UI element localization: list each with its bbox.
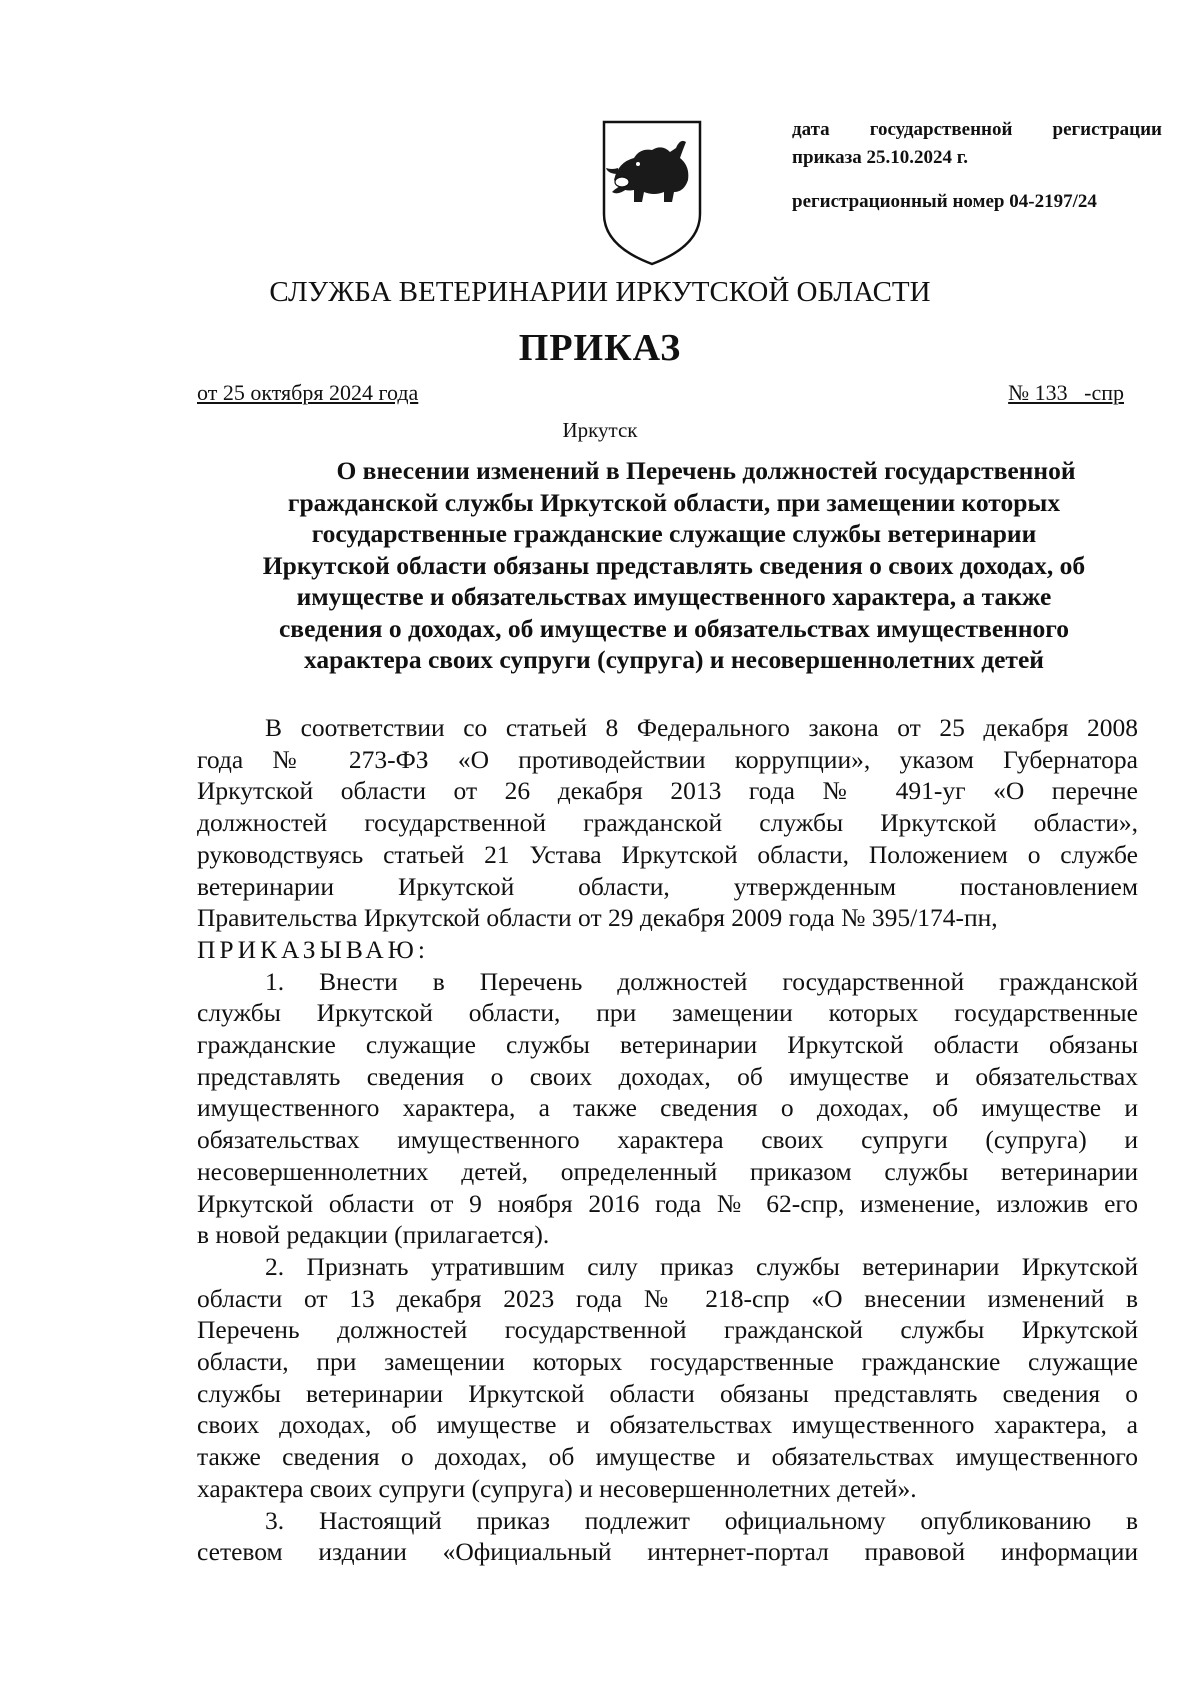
item-2-line: своих доходах, об имуществе и обязательствах имущественного характера, а [197,1410,1138,1440]
item-1-line: несовершеннолетних детей, определенный приказом службы ветеринарии [197,1156,1138,1186]
item-2-line: характера своих супруги (супруга) и несовершеннолетних детей». [197,1473,917,1503]
preamble-line: В соответствии со статьей 8 Федерального закона от 25 декабря 2008 [265,713,1138,742]
title-line: гражданской службы Иркутской области, при замещении которых [287,487,1061,517]
registration-number: регистрационный номер 04-2197/24 [792,191,1097,212]
item-3-line: сетевом издании «Официальный интернет-портал правовой информации [197,1537,1138,1567]
item-2-line: 2. Признать утратившим силу приказ службы ветеринарии Иркутской [265,1251,1138,1281]
order-word: ПРИКАЗЫВАЮ: [197,934,429,964]
title-line: О внесении изменений в Перечень должностей государственной [336,456,1076,485]
order-number: № 133 -спр [1008,380,1124,405]
item-1-line: представлять сведения о своих доходах, об имуществе и обязательствах [197,1061,1138,1091]
preamble-line: Иркутской области от 26 декабря 2013 года № 491-уг «О перечне [197,776,1138,806]
item-1-line: гражданские служащие службы ветеринарии Иркутской области обязаны [197,1030,1138,1060]
preamble [197,712,1138,934]
title-line: государственные гражданские служащие службы ветеринарии [311,519,1037,548]
item-2-line: области от 13 декабря 2023 года № 218-спр «О внесении изменений в [197,1283,1138,1313]
item-1-line: Иркутской области от 9 ноября 2016 года № 62-спр, изменение, изложив его [197,1188,1138,1218]
order-title [200,455,1148,676]
item-2-line: Перечень должностей государственной гражданской службы Иркутской [197,1315,1138,1345]
item-1-line: имущественного характера, а также сведения о доходах, об имуществе и [197,1093,1138,1123]
title-line: характера своих супруги (супруга) и несовершеннолетних детей [304,645,1044,674]
item-2-line: службы ветеринарии Иркутской области обязаны представлять сведения о [197,1378,1138,1408]
preamble-line: Правительства Иркутской области от 29 декабря 2009 года № 395/174-пн, [197,903,998,933]
registration-stamp [792,116,1162,216]
item-3 [197,1505,1138,1568]
title-line: сведения о доходах, об имуществе и обязательствах имущественного [278,613,1069,643]
item-3-line: 3. Настоящий приказ подлежит официальному опубликованию в [265,1505,1138,1535]
item-2 [197,1251,1138,1505]
preamble-line: руководствуясь статьей 21 Устава Иркутской области, Положением о службе [197,839,1138,869]
order-body [197,712,1138,1568]
item-2-line: области, при замещении которых государственные гражданские служащие [197,1347,1138,1377]
item-1-line: 1. Внести в Перечень должностей государственной гражданской [265,966,1138,996]
item-1-line: в новой редакции (прилагается). [197,1220,550,1250]
document-type: ПРИКАЗ [518,327,682,369]
coat-of-arms-icon [600,118,704,268]
title-line: Иркутской области обязаны представлять сведения о своих доходах, об [262,550,1086,580]
preamble-line: года № 273-ФЗ «О противодействии коррупции», указом Губернатора [197,744,1138,774]
agency-name: СЛУЖБА ВЕТЕРИНАРИИ ИРКУТСКОЙ ОБЛАСТИ [269,276,931,308]
preamble-line: ветеринарии Иркутской области, утвержденным постановлением [197,871,1138,901]
item-1-line: обязательствах имущественного характера своих супруги (супруга) и [197,1125,1138,1155]
item-1-line: службы Иркутской области, при замещении которых государственные [197,998,1138,1028]
city: Иркутск [562,418,638,442]
registration-date-value: приказа 25.10.2024 г. [792,147,968,168]
preamble-line: должностей государственной гражданской службы Иркутской области», [197,808,1138,838]
title-line: имуществе и обязательствах имущественного характера, а также [296,582,1052,611]
registration-date-label: дата государственной регистрации [792,119,1162,140]
item-1 [197,966,1138,1251]
item-2-line: также сведения о доходах, об имуществе и обязательствах имущественного [197,1442,1138,1472]
order-date: от 25 октября 2024 года [197,380,419,405]
